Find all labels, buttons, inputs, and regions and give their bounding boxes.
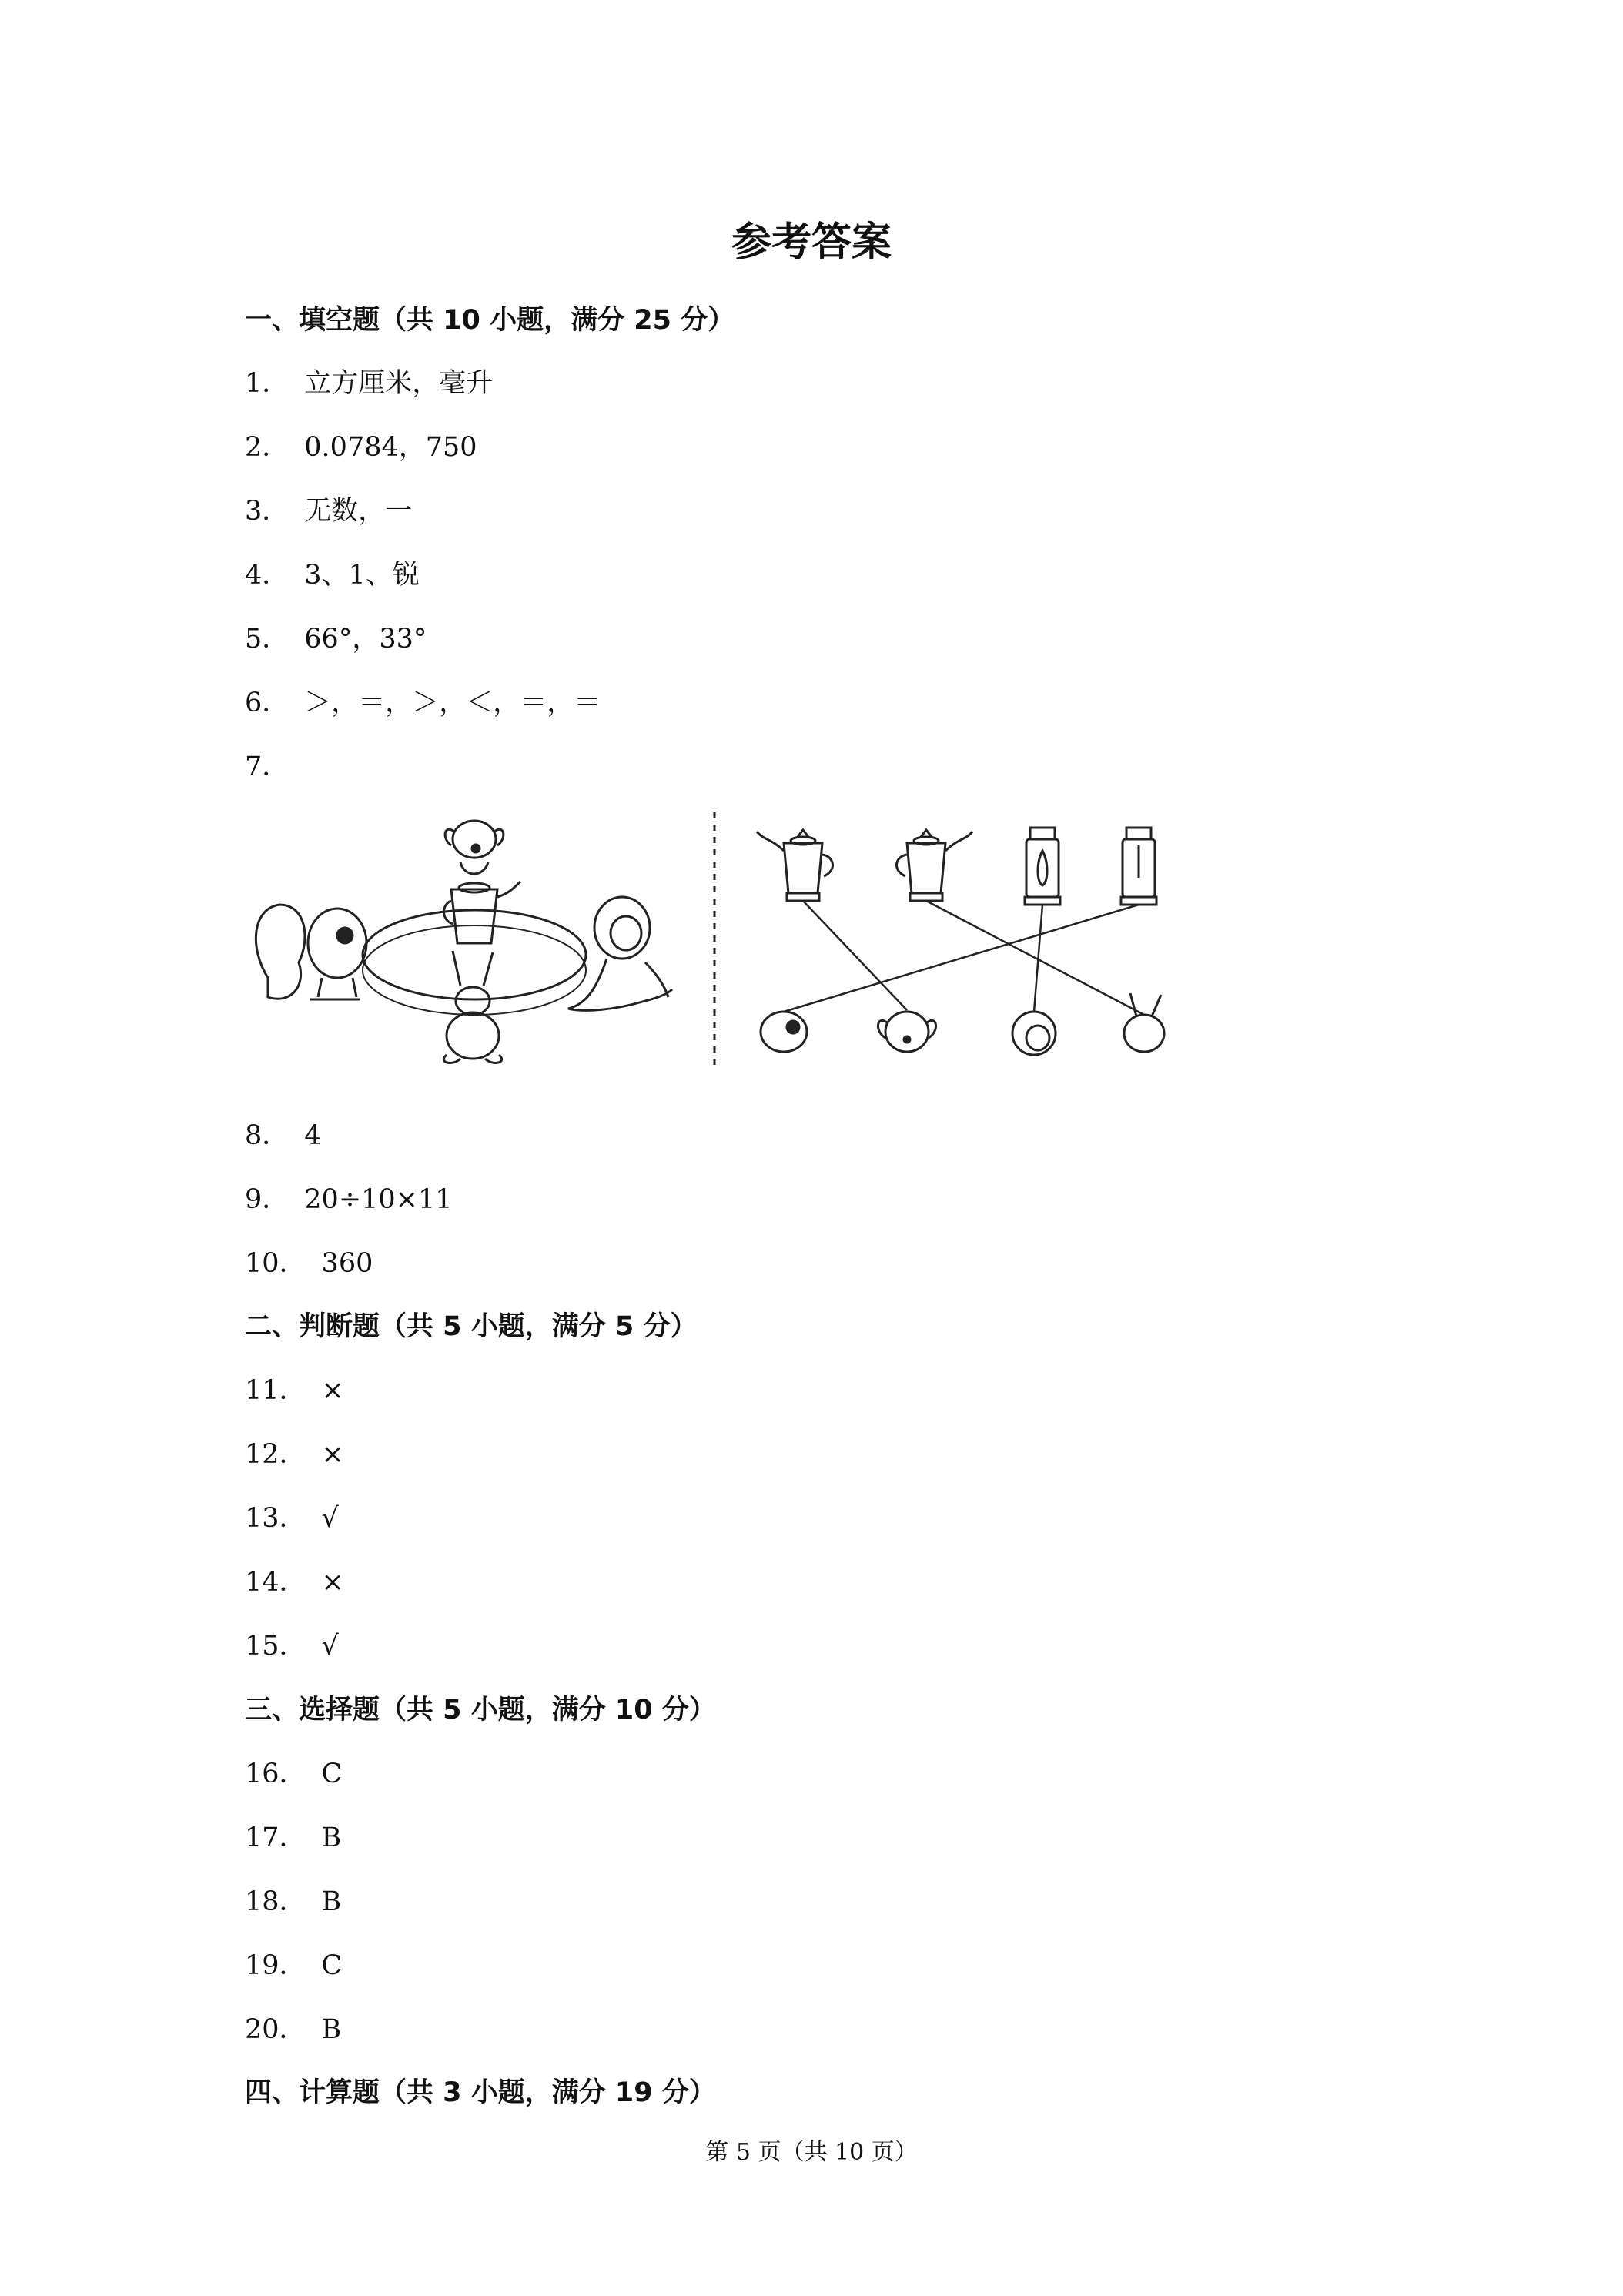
answer-value: 360: [321, 1248, 373, 1279]
answer-item: [245, 490, 412, 528]
answer-value: ＞，＝，＞，＜，＝，＝: [304, 688, 601, 718]
answer-item: [245, 1625, 339, 1663]
dog-head-icon: [878, 1012, 935, 1052]
answer-value: C: [321, 1950, 343, 1981]
answer-item: [245, 745, 304, 784]
answer-number: 18．: [245, 1886, 306, 1917]
answer-number: 20．: [245, 2014, 306, 2045]
teapot-3-icon: [1025, 828, 1060, 905]
answer-number: 19．: [245, 1950, 306, 1981]
answer-value: 66°，33°: [304, 624, 427, 654]
answer-value: √: [321, 1631, 339, 1662]
answer-number: 6．: [245, 688, 289, 718]
answer-value: 3、1、锐: [304, 560, 420, 591]
answer-item: [245, 426, 477, 464]
answer-number: 7．: [245, 751, 289, 782]
answer-value: B: [321, 2014, 342, 2045]
answer-item: [245, 681, 601, 720]
answer-number: 3．: [245, 496, 289, 527]
answer-value: ×: [321, 1439, 344, 1470]
answer-number: 13．: [245, 1503, 306, 1534]
answer-number: 14．: [245, 1567, 306, 1598]
answer-number: 16．: [245, 1759, 306, 1789]
answer-item: [245, 2008, 341, 2047]
answer-number: 8．: [245, 1120, 289, 1151]
answer-value: 4: [304, 1120, 322, 1151]
answer-value: ×: [321, 1375, 344, 1406]
answer-item: [245, 1433, 344, 1471]
monkey-icon: [568, 897, 672, 1010]
answer-value: 20÷10×11: [304, 1184, 453, 1215]
answer-number: 9．: [245, 1184, 289, 1215]
matching-illustration: [245, 808, 1184, 1070]
answer-item: [245, 1178, 453, 1217]
rabbit-icon: [443, 951, 501, 1063]
teapot-4-icon: [1121, 828, 1156, 905]
rabbit-head-icon: [1124, 993, 1164, 1052]
answer-number: 10．: [245, 1248, 306, 1279]
answer-value: 0.0784，750: [304, 432, 477, 463]
dog-icon: [445, 821, 504, 874]
answer-value: B: [321, 1886, 342, 1917]
answer-item: [245, 1816, 341, 1855]
answer-item: [245, 554, 420, 592]
answer-item: [245, 1114, 322, 1153]
teapot-1-icon: [757, 830, 833, 901]
tea-party-scene: [256, 821, 672, 1063]
answer-item: [245, 1752, 342, 1791]
answer-value: 立方厘米，毫升: [304, 368, 494, 399]
answer-number: 5．: [245, 624, 289, 654]
answer-value: B: [321, 1822, 342, 1853]
answer-item: [245, 1561, 344, 1599]
monkey-head-icon: [1012, 1012, 1056, 1055]
answer-value: √: [321, 1503, 339, 1534]
page-title: 参考答案: [731, 219, 892, 266]
page-footer: 第 5 页（共 10 页）: [705, 2139, 918, 2166]
squirrel-icon: [256, 905, 366, 999]
matching-lines: [784, 901, 1144, 1015]
section-heading-fill-in: 一、填空题（共 10 小题，满分 25 分）: [245, 305, 735, 336]
answer-item: [245, 1242, 373, 1280]
answer-item: [245, 362, 493, 400]
answer-number: 17．: [245, 1822, 306, 1853]
answer-number: 2．: [245, 432, 289, 463]
answer-number: 15．: [245, 1631, 306, 1662]
answer-item: [245, 618, 427, 656]
answer-value: C: [321, 1759, 343, 1789]
animal-head-row: [761, 993, 1164, 1055]
answer-value: 无数，一: [304, 496, 413, 527]
section-heading-true-false: 二、判断题（共 5 小题，满分 5 分）: [245, 1311, 698, 1342]
answer-item: [245, 1369, 344, 1407]
answer-number: 1．: [245, 368, 289, 399]
answer-item: [245, 1880, 341, 1919]
answer-number: 11．: [245, 1375, 306, 1406]
teapot-2-icon: [896, 830, 972, 901]
answer-item: [245, 1944, 342, 1983]
answer-number: 12．: [245, 1439, 306, 1470]
answer-item: [245, 1497, 339, 1535]
answer-value: ×: [321, 1567, 344, 1598]
teapot-row: [757, 828, 1156, 905]
answer-number: 4．: [245, 560, 289, 591]
squirrel-head-icon: [761, 1012, 807, 1052]
section-heading-calculation: 四、计算题（共 3 小题，满分 19 分）: [245, 2077, 716, 2108]
section-heading-multiple-choice: 三、选择题（共 5 小题，满分 10 分）: [245, 1695, 716, 1725]
